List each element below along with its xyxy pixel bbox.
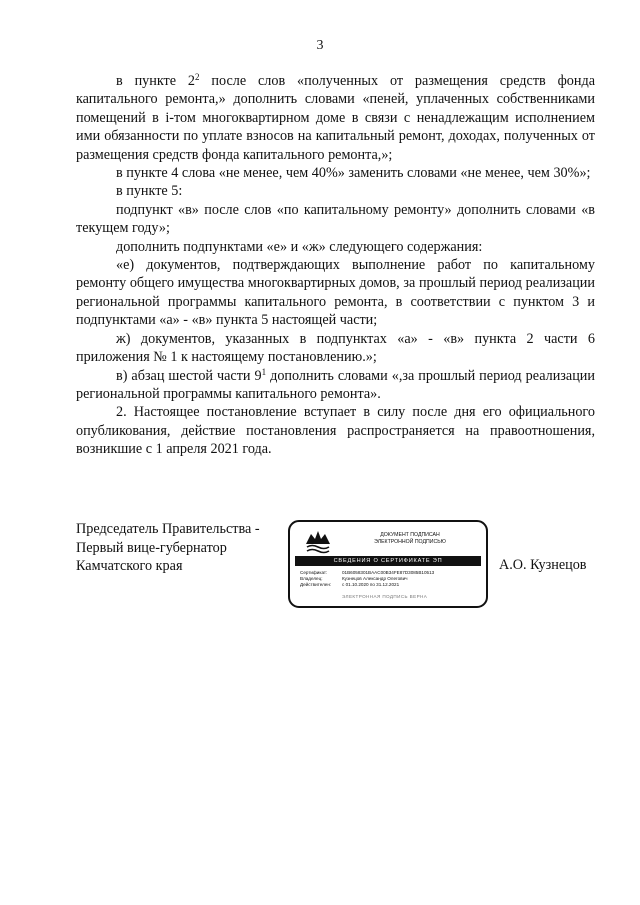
- kamchatka-emblem-icon: [304, 528, 332, 556]
- paragraph-effective-date: 2. Настоящее постановление вступает в силу после дня его официального опубликования, действие постановления распространяется на правоотношения, возникшие с 1 апреля 2021 года.: [76, 404, 595, 458]
- stamp-footer: ЭЛЕКТРОННАЯ ПОДПИСЬ ВЕРНА: [342, 594, 428, 599]
- electronic-signature-stamp: [288, 520, 488, 608]
- paragraph-clause-5: в пункте 5:: [116, 183, 183, 200]
- stamp-certificate-row: Сертификат: 01B6058301BAAC00B34FE87D3085B10513: [300, 570, 435, 575]
- position-line: Камчатского края: [76, 558, 183, 575]
- paragraph-subclause-zh: ж) документов, указанных в подпунктах «а» - «в» пункта 2 части 6 приложения № 1 к настоящему постановлению.»;: [76, 330, 595, 366]
- paragraph-part-9-1: в) абзац шестой части $9^1$ дополнить словами «,за прошлый период реализации региональной программы капитального ремонта».: [76, 366, 595, 402]
- stamp-header: ДОКУМЕНТ ПОДПИСАН ЭЛЕКТРОННОЙ ПОДПИСЬЮ: [374, 532, 446, 545]
- position-line: Председатель Правительства -: [76, 521, 260, 537]
- stamp-certificate-band: СВЕДЕНИЯ О СЕРТИФИКАТЕ ЭП: [295, 556, 481, 566]
- paragraph-subclause-e: «е) документов, подтверждающих выполнение работ по капитальному ремонту общего имущества многоквартирных домов, за прошлый период реализации региональной программы капитального ремонта, в соответствии с пунктом 3 и подпунктами «а» - «в» пункта 5 настоящей части;: [76, 257, 595, 329]
- document-body: [76, 72, 595, 459]
- signatory-position: [76, 520, 260, 576]
- signatory-name: А.О. Кузнецов: [499, 557, 587, 573]
- paragraph-add-subclauses: дополнить подпунктами «е» и «ж» следующего содержания:: [116, 238, 483, 255]
- paragraph-subclause-v: подпункт «в» после слов «по капитальному ремонту» дополнить словами «в текущем году»;: [76, 201, 595, 237]
- stamp-owner-row: Владелец: Кузнецов Александр Олегович: [300, 576, 408, 581]
- stamp-validity-row: Действителен: с 01.10.2020 по 31.12.2021: [300, 582, 400, 587]
- page-number: 3: [316, 38, 324, 53]
- paragraph-clause-4: в пункте 4 слова «не менее, чем 40%» заменить словами «не менее, чем 30%»;: [116, 165, 591, 182]
- paragraph-clause-2-2: в пункте $2^2$ после слов «полученных от размещения средств фонда капитального ремонта,» дополнить словами «пеней, уплаченных собственниками помещений в i-том многоквартирном доме в связи с ненадлежащим исполнением ими обязанности по уплате взносов на капитальный ремонт, доходах, полученных от размещения средств фонда капитального ремонта,»;: [76, 72, 595, 163]
- position-line: Первый вице-губернатор: [76, 539, 227, 556]
- stamp-fields: [300, 570, 434, 588]
